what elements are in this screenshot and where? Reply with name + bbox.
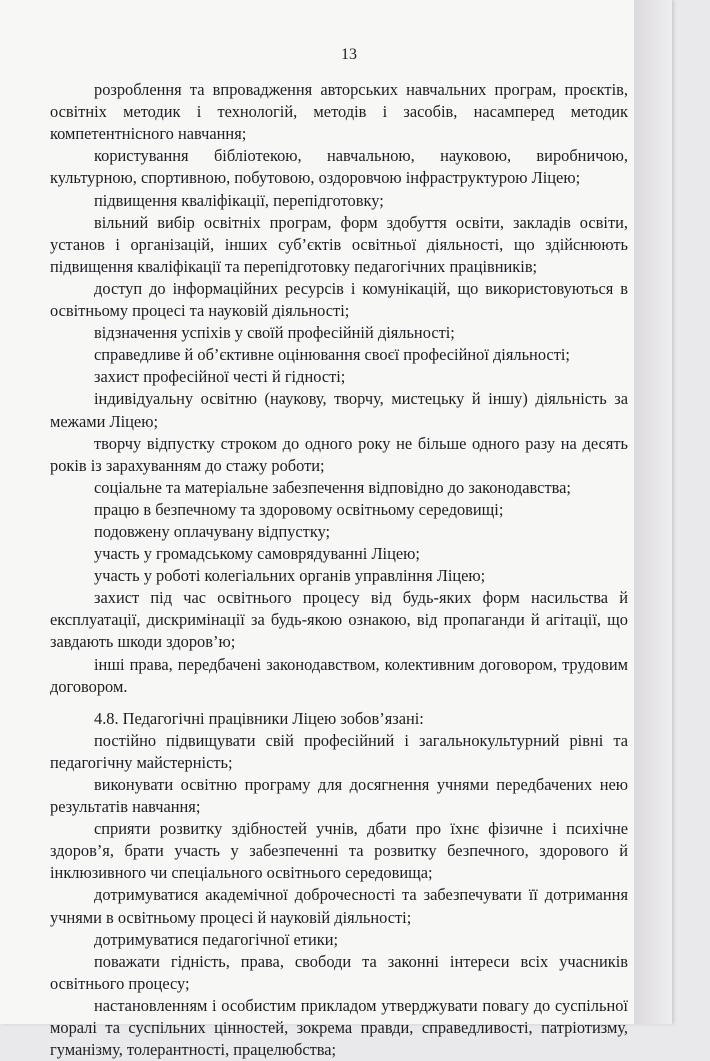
duty-item: постійно підвищувати свій професійний і загальнокультурний рівні та педагогічну майстерність;	[50, 730, 628, 772]
rights-item: працю в безпечному та здоровому освітньому середовищі;	[94, 499, 504, 519]
page-number: 13	[341, 46, 357, 63]
rights-item: доступ до інформаційних ресурсів і комунікацій, що використовуються в освітньому процесі та науковій діяльності;	[50, 278, 628, 321]
page-edge-shadow	[634, 0, 672, 1024]
rights-item: участь у громадському самоврядуванні Ліцею;	[94, 544, 420, 564]
page-body	[50, 44, 628, 1061]
rights-item: інші права, передбачені законодавством, колективним договором, трудовим договором.	[50, 654, 628, 696]
rights-item: захист під час освітнього процесу від будь-яких форм насильства й експлуатації, дискримінації за будь-якою ознакою, від пропаганди й агітації, що завдають шкоди здоров’ю;	[50, 588, 628, 652]
rights-item: соціальне та матеріальне забезпечення відповідно до законодавства;	[94, 477, 571, 497]
duty-item: виконувати освітню програму для досягнення учнями передбачених нею результатів навчання;	[50, 775, 628, 817]
duty-item: настановленням і особистим прикладом утверджувати повагу до суспільної моралі та суспільних цінностей, зокрема правди, справедливості, патріотизму, гуманізму, толерантності, працелюбства;	[50, 995, 628, 1060]
rights-item: подовжену оплачувану відпустку;	[94, 521, 331, 541]
duty-item: сприяти розвитку здібностей учнів, дбати про їхнє фізичне і психічне здоров’я, брати участь у забезпеченні та розвитку безпечного, здорового й інклюзивного чи спеціального освітнього середовища;	[50, 819, 628, 883]
section-heading: 4.8. Педагогічні працівники Ліцею зобов’язані:	[94, 708, 424, 728]
duty-item: поважати гідність, права, свободи та законні інтереси всіх учасників освітнього процесу;	[50, 951, 628, 993]
duty-item: дотримуватися педагогічної етики;	[94, 929, 339, 949]
rights-item: участь у роботі колегіальних органів управління Ліцею;	[94, 566, 486, 586]
rights-item: захист професійної честі й гідності;	[94, 367, 346, 387]
rights-item: розроблення та впровадження авторських навчальних програм, проєктів, освітніх методик і технологій, методів і засобів, насамперед методик компетентнісного навчання;	[50, 80, 628, 144]
rights-item: відзначення успіхів у своїй професійній діяльності;	[94, 323, 455, 343]
rights-item: вільний вибір освітніх програм, форм здобуття освіти, закладів освіти, установ і організацій, інших суб’єктів освітньої діяльності, що здійснюють підвищення кваліфікації та перепідготовку педагогічних працівників;	[50, 212, 628, 276]
section-spacer	[50, 698, 628, 708]
rights-item: індивідуальну освітню (наукову, творчу, мистецьку й іншу) діяльність за межами Ліцею;	[50, 389, 628, 431]
rights-item: творчу відпустку строком до одного року не більше одного разу на десять років із зарахуванням до стажу роботи;	[50, 433, 628, 475]
rights-item: підвищення кваліфікації, перепідготовку;	[94, 190, 384, 210]
rights-item: користування бібліотекою, навчальною, науковою, виробничою, культурною, спортивною, побутовою, оздоровчою інфраструктурою Ліцею;	[50, 146, 628, 188]
rights-item: справедливе й об’єктивне оцінювання своєї професійної діяльності;	[94, 345, 570, 365]
duty-item: дотримуватися академічної доброчесності та забезпечувати її дотримання учнями в освітньому процесі й науковій діяльності;	[50, 885, 628, 927]
